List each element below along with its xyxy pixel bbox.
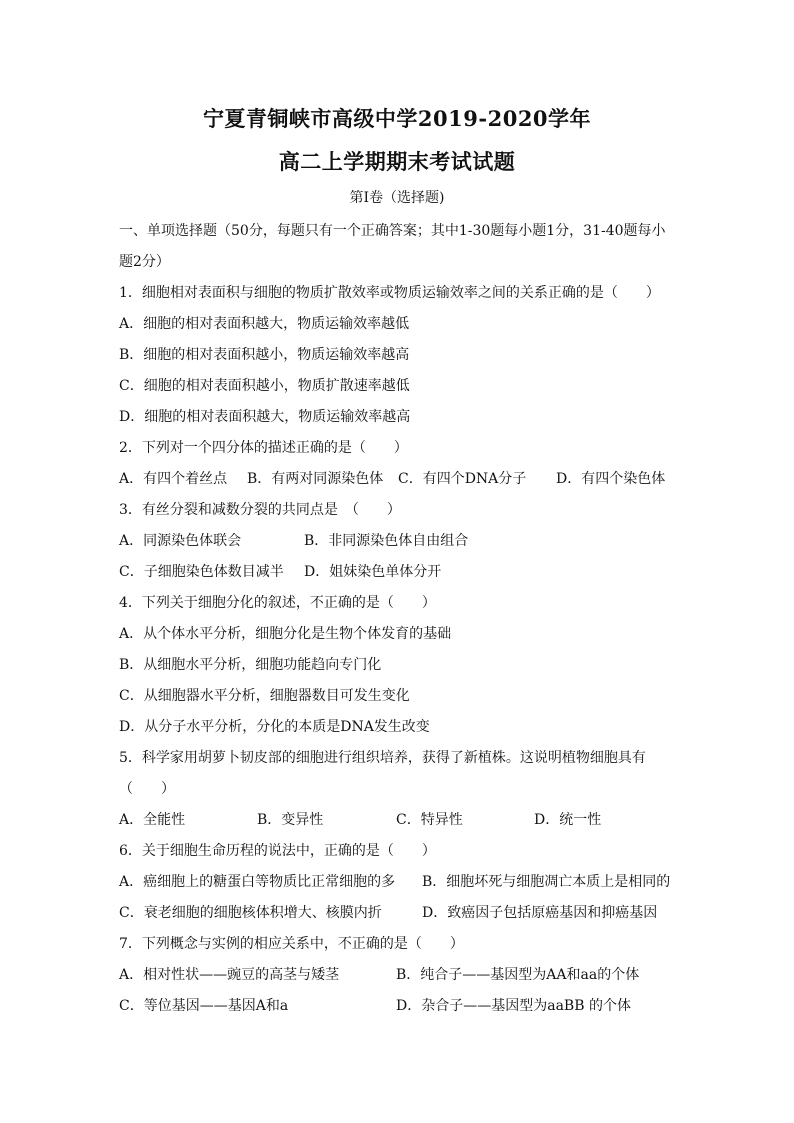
question-2-options	[119, 464, 679, 495]
question-5-option-d: D．统一性	[534, 812, 602, 828]
question-6-options-row1	[119, 867, 679, 898]
question-5-stem-cont: （ ）	[119, 781, 175, 797]
question-list	[119, 216, 679, 1022]
question-1-option-b: B．细胞的相对表面积越小，物质运输效率越高	[119, 347, 410, 363]
question-6-stem: 6．关于细胞生命历程的说法中，正确的是（ ）	[119, 843, 436, 859]
question-6-option-d: D．致癌因子包括原癌基因和抑癌基因	[422, 905, 658, 921]
question-7-option-d: D．杂合子——基因型为aaBB 的个体	[396, 998, 631, 1014]
question-7-option-a: A．相对性状——豌豆的高茎与矮茎	[119, 967, 340, 983]
question-4-option-d: D．从分子水平分析，分化的本质是DNA发生改变	[119, 719, 430, 735]
question-7-option-b: B．纯合子——基因型为AA和aa的个体	[396, 967, 640, 983]
question-5-option-c: C．特异性	[396, 812, 463, 828]
question-2-option-d: D．有四个染色体	[556, 471, 666, 487]
question-6-option-b: B．细胞坏死与细胞凋亡本质上是相同的	[422, 874, 671, 890]
question-2-option-a: A．有四个着丝点	[119, 471, 228, 487]
question-4-option-a: A．从个体水平分析，细胞分化是生物个体发育的基础	[119, 626, 452, 642]
question-5-options	[119, 805, 679, 836]
question-3-option-b: B．非同源染色体自由组合	[304, 533, 469, 549]
question-6-options-row2	[119, 898, 679, 929]
question-3-option-a: A．同源染色体联会	[119, 533, 242, 549]
question-1-option-c: C．细胞的相对表面积越小，物质扩散速率越低	[119, 378, 410, 394]
exam-title-line2: 高二上学期期末考试试题	[278, 149, 516, 174]
question-6-option-c: C．衰老细胞的细胞核体积增大、核膜内折	[119, 905, 382, 921]
question-1-option-d: D．细胞的相对表面积越大，物质运输效率越高	[119, 409, 411, 425]
volume-label: 第Ⅰ卷（选择题)	[349, 190, 445, 206]
question-4-option-c: C．从细胞器水平分析，细胞器数目可发生变化	[119, 688, 410, 704]
question-4-stem: 4．下列关于细胞分化的叙述，不正确的是（ ）	[119, 595, 436, 611]
question-3-options-row1	[119, 526, 679, 557]
question-5-option-b: B．变异性	[257, 812, 324, 828]
question-3-option-c: C．子细胞染色体数目减半	[119, 564, 284, 580]
section-instruction: 一、单项选择题（50分，每题只有一个正确答案；其中1-30题每小题1分，31-40题每小	[119, 223, 666, 239]
question-3-stem: 3．有丝分裂和减数分裂的共同点是 （ ）	[119, 502, 401, 518]
question-4-option-b: B．从细胞水平分析，细胞功能趋向专门化	[119, 657, 382, 673]
section-instruction-cont: 题2分）	[119, 254, 170, 270]
question-7-stem: 7．下列概念与实例的相应关系中，不正确的是（ ）	[119, 936, 464, 952]
question-1-stem: 1．细胞相对表面积与细胞的物质扩散效率或物质运输效率之间的关系正确的是（ ）	[119, 285, 660, 301]
question-6-option-a: A．癌细胞上的糖蛋白等物质比正常细胞的多	[119, 874, 396, 890]
question-3-option-d: D．姐妹染色单体分开	[304, 564, 442, 580]
question-5-stem: 5．科学家用胡萝卜韧皮部的细胞进行组织培养，获得了新植株。这说明植物细胞具有	[119, 750, 646, 766]
question-7-options-row2	[119, 991, 679, 1022]
question-7-option-c: C．等位基因——基因A和a	[119, 998, 289, 1014]
question-7-options-row1	[119, 960, 679, 991]
question-5-option-a: A．全能性	[119, 812, 186, 828]
question-2-stem: 2．下列对一个四分体的描述正确的是（ ）	[119, 440, 408, 456]
question-1-option-a: A．细胞的相对表面积越大，物质运输效率越低	[119, 316, 410, 332]
question-2-option-b: B．有两对同源染色体	[247, 471, 384, 487]
exam-title-line1: 宁夏青铜峡市高级中学2019-2020学年	[202, 106, 592, 131]
question-3-options-row2	[119, 557, 679, 588]
question-2-option-c: C．有四个DNA分子	[398, 471, 527, 487]
